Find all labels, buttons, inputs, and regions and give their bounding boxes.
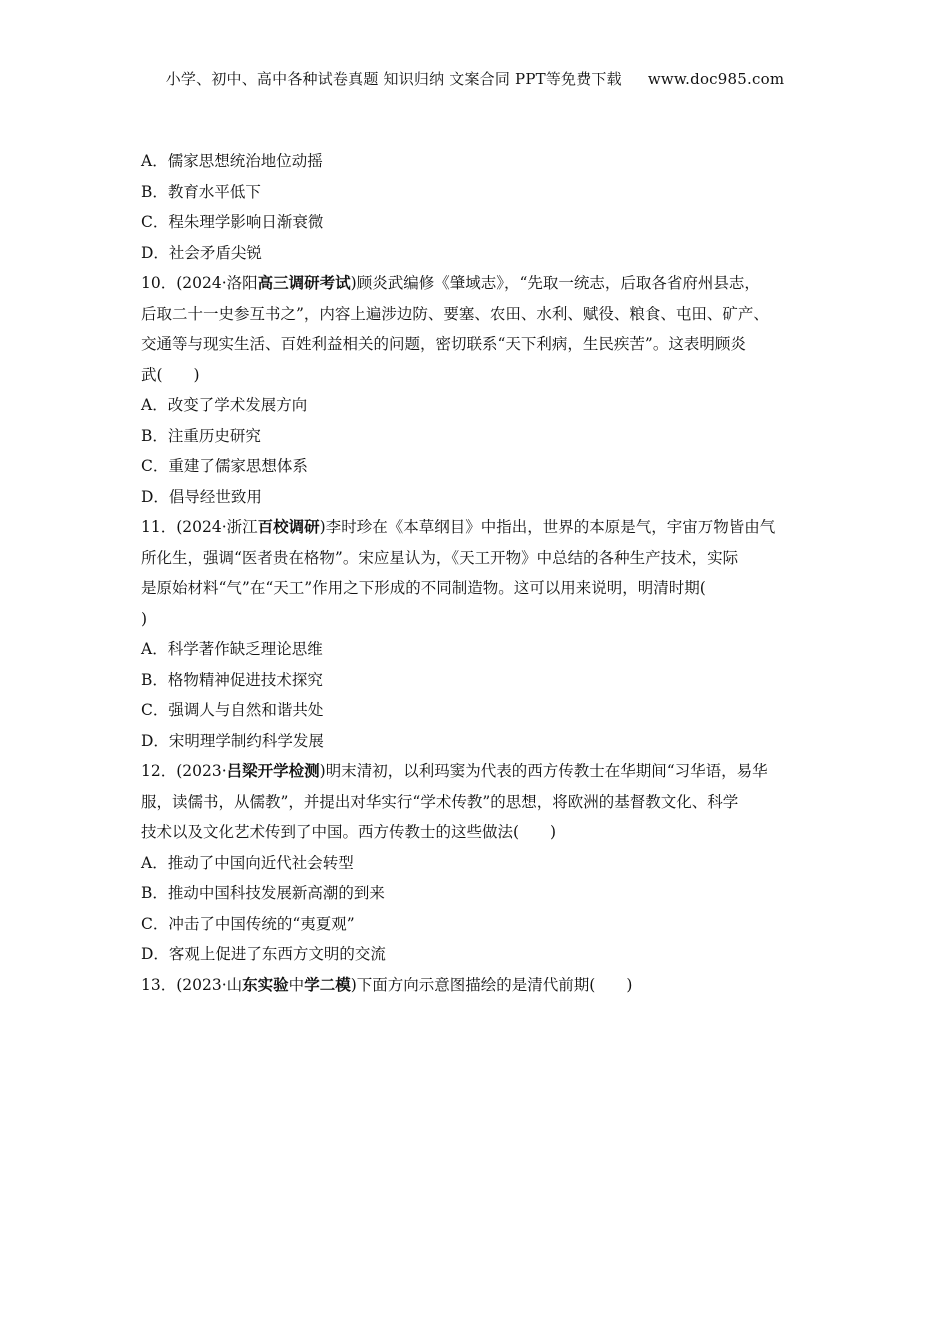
option-a: A．改变了学术发展方向 [141, 396, 308, 414]
page-header [0, 68, 950, 89]
question-number: 12． [141, 762, 177, 780]
header-text: 小学、初中、高中各种试卷真题 知识归纳 文案合同 PPT等免费下载 [165, 70, 622, 88]
question-number: 11． [141, 518, 177, 536]
question-stem-line: 后取二十一史参互书之”，内容上遍涉边防、要塞、农田、水利、赋役、粮食、屯田、矿产、 [141, 304, 769, 323]
option-d: D．客观上促进了东西方文明的交流 [141, 945, 386, 963]
question-stem-line: 12．(2023·吕梁开学检测)明末清初，以利玛窦为代表的西方传教士在华期间“习华语，易华 [141, 761, 768, 780]
question-source: (2024·洛阳高三调研考试) [176, 273, 357, 292]
question-12 [141, 756, 829, 970]
question-stem-line: ) [141, 609, 148, 628]
option-c: C．冲击了中国传统的“夷夏观” [141, 914, 355, 933]
option-c: C．强调人与自然和谐共处 [141, 701, 324, 719]
question-stem-line: 是原始材料“气”在“天工”作用之下形成的不同制造物。这可以用来说明，明清时期( [141, 579, 706, 597]
question-stem-line: 服，读儒书，从儒教”，并提出对华实行“学术传教”的思想，将欧洲的基督教文化、科学 [141, 792, 739, 811]
question-stem-line: 13．(2023·山东实验中学二模)下面方向示意图描绘的是清代前期( ) [141, 974, 633, 994]
question-11 [141, 512, 829, 756]
question-source: (2023·吕梁开学检测) [176, 761, 326, 780]
question-stem-line: 交通等与现实生活、百姓利益相关的问题，密切联系“天下利病，生民疾苦”。这表明顾炎 [141, 335, 746, 353]
question-number: 13． [141, 975, 177, 994]
option-b: B．推动中国科技发展新高潮的到来 [141, 884, 385, 902]
option-a: A．推动了中国向近代社会转型 [141, 853, 354, 872]
question-stem-line: 武( ) [141, 365, 200, 384]
question-number: 10． [141, 274, 177, 292]
question-source: (2024·浙江百校调研) [176, 517, 326, 536]
option-d: D．倡导经世致用 [141, 487, 262, 506]
question-source: (2023·山东实验中学二模) [176, 974, 357, 994]
question-stem-line: 10．(2024·洛阳高三调研考试)顾炎武编修《肇域志》，“先取一统志，后取各省府州县志， [141, 273, 760, 292]
option-b: B．格物精神促进技术探究 [141, 670, 323, 689]
question-9-options [141, 146, 829, 268]
question-stem-line: 所化生，强调“医者贵在格物”。宋应星认为，《天工开物》中总结的各种生产技术，实际 [141, 548, 739, 567]
option-b: B．注重历史研究 [141, 426, 261, 445]
option-a: A．儒家思想统治地位动摇 [141, 152, 323, 170]
option-c: C．重建了儒家思想体系 [141, 457, 308, 475]
question-13 [141, 970, 829, 1001]
option-d: D．社会矛盾尖锐 [141, 243, 262, 262]
exam-content [141, 146, 829, 1000]
question-10 [141, 268, 829, 512]
question-stem-line: 技术以及文化艺术传到了中国。西方传教士的这些做法( ) [141, 823, 557, 841]
option-a: A．科学著作缺乏理论思维 [141, 640, 323, 658]
question-stem-line: 11．(2024·浙江百校调研)李时珍在《本草纲目》中指出，世界的本原是气，宇宙万物皆由气 [141, 517, 776, 536]
option-c: C．程朱理学影响日渐衰微 [141, 213, 324, 231]
option-d: D．宋明理学制约科学发展 [141, 731, 324, 750]
option-b: B．教育水平低下 [141, 182, 261, 201]
header-url: www.doc985.com [647, 70, 785, 88]
